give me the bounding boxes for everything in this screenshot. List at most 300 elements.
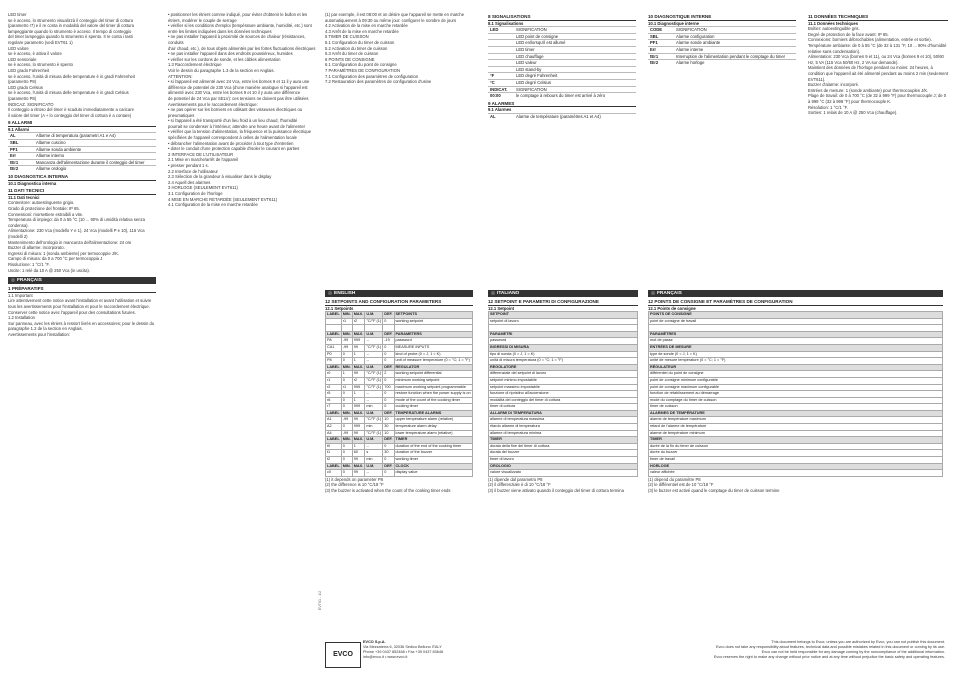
table-row [649,364,943,371]
french-subtitle: 12.1 Points de consigne [648,305,696,311]
table-cell: °C/°F (1) [365,430,383,437]
flag-icon [328,291,332,295]
text-line: 7.2 Restauration des paramètres de configuration d'usine [325,79,432,85]
table-cell: TIMER [649,437,943,444]
note-line: (3) le buzzer est activé quand le comptage du timer de cuisson termine [648,488,780,494]
table-cell: 1 [352,358,365,365]
table-row [326,450,473,457]
table-row [489,338,638,345]
tech-line: Buzzer d'alarme: incorporé. [808,82,860,88]
table-cell: unità di misura temperatura (0 = °C; 1 = °F) [489,358,638,365]
table-row [326,404,473,411]
column-2 [168,12,316,442]
table-cell: timer de cuisson [649,404,943,411]
table-cell: setpoint di lavoro [489,318,638,325]
table-cell: timer de travail [649,457,943,464]
table-row [489,410,638,417]
table-cell: min [365,404,383,411]
tech-line: Mantenimento dell'orologio in mancanza dell'alimentazione: 24 ore [8,239,132,245]
text-line: se è acceso, l'unità di misura delle temperature è in gradi Celsius [8,90,129,96]
table-row [326,318,473,325]
diag-row-code: SBL [650,33,659,39]
diag-row [648,39,796,46]
diag-row-code: PF1 [650,40,658,46]
table-cell: upper temperature alarm (relative) [394,417,473,424]
note-line: (3) il buzzer viene attivato quando il conteggio del timer di cottura termina [488,488,624,494]
alarm-row-code: SBL [10,140,19,146]
table-cell: setpoint massimo impostabile [489,384,638,391]
text-line: • si l'appareil a été transporté d'un lieu froid à un lieu chaud, l'humidité [168,118,298,124]
evco-logo: EVCO [325,642,361,668]
alarm-code: AL [490,113,496,119]
table-cell: MAX. [352,463,365,470]
table-cell: HORLOGE [649,463,943,470]
table-cell: 1 [352,443,365,450]
english-subtitle: 12.1 Setpoints [325,305,354,311]
table-row [326,397,473,404]
table-cell: ALLARMI DI TEMPERATURA [489,410,638,417]
text-line: 4.1 Configuration de la mise en marche retardée [168,202,258,208]
table-cell: 0 [341,377,352,384]
header-cell: U.M. [365,312,383,319]
signal-row-desc: LED chauffage [516,53,544,59]
table-cell: -19 [383,338,394,345]
table-row [649,457,943,464]
diag-row [648,33,796,40]
table-cell: durée de la fin du timer de cuisson [649,443,943,450]
text-line: regolare parametro (vedi EVT61 1) [8,39,73,45]
table-cell: s [365,450,383,457]
table-cell: 60 [352,450,365,457]
tech-line: Maintient des données de l'horloge pendant ou moins: 24 heures, à condition que l'appareil ait été alimenté pendant au moins 2 min (seulement EVT611). [808,65,948,82]
section-dati-tecnici: 11 DATI TECNICI [8,188,156,195]
tech-line: Connexions: borniers débrochables (alimentation, entrée et sortie). [808,37,932,43]
text-line: de potentiel de 24 Vca par SELV): ces tensions ne doivent pas être utilisées [168,95,309,101]
table-row [649,391,943,398]
table-cell: °C/°F (1) [365,371,383,378]
table-cell: -99 [341,338,352,345]
section-allarmi: 9 ALLARMI [8,120,156,127]
french-notes [648,477,943,494]
text-line: • positionner les étriers comme indiqué, pour éviter d'obtenir le bullon et les [168,12,308,17]
table-cell: 0 [341,424,352,431]
table-row [649,318,943,325]
table-row [326,364,473,371]
table-row [489,463,638,470]
table-cell: r1 [341,384,352,391]
alarm-row-desc: Allarme di temperatura (parametri A1 e A4) [36,133,116,139]
signal-row-desc: le comptage à rebours du timer est arrivé à zéro [516,93,606,99]
table-cell: 10 [383,430,394,437]
text-line: INDICAZ. SIGNIFICATO [8,101,54,107]
table-cell: 99 [352,417,365,424]
table-row [326,437,473,444]
table-row [326,391,473,398]
table-cell: 0 [341,358,352,365]
text-line: • vérifier sur les cordons de sonde, et les câbles alimentation [168,56,281,62]
french-header [8,277,156,284]
signal-row-desc: LED degré Fahrenheit [516,73,558,79]
signal-row-desc: LED degré Celsius [516,79,551,85]
text-line: • si l'appareil est alimenté avec 24 Vca, entre les bornes 9 et 11 il y aura une [168,79,310,85]
table-cell: P0 [326,351,342,358]
table-cell: 1 [352,397,365,404]
column-1 [8,12,156,590]
table-row [326,430,473,437]
signal-row-code [488,34,514,40]
note-line: (2) il differenziale è di 10 °C/18 °F [488,482,551,488]
table-cell: differenziale del setpoint di lavoro [489,371,638,378]
table-row [649,443,943,450]
text-line: 6 POINTS DE CONSIGNE [325,56,375,62]
text-line: d'air chaud, etc.), de tous objets alimentés par les fortes fluctuations électriques [168,45,316,51]
table-cell: -- [365,358,383,365]
subsection-allarmi: 9.1 Allarmi [8,126,30,132]
english-title: 12 SETPOINTS AND CONFIGURATION PARAMETERS [325,299,473,306]
table-row [489,417,638,424]
table-row [326,384,473,391]
italian-subtitle: 12.1 Setpoint [488,305,515,311]
table-cell: setpoint minimo impostabile [489,377,638,384]
table-cell: MAX. [352,331,365,338]
table-row [489,391,638,398]
table-cell: point de consigne de travail [649,318,943,325]
table-cell: 0 [341,450,352,457]
tech-line: Résolution: 1 °C/1 °F. [808,104,848,110]
text-line: 1.2 Installation [8,315,36,321]
table-cell: unité de mesure température (0 = °C; 1 = °F) [649,358,943,365]
french-title: 12 POINTS DE CONSIGNE ET PARAMÈTRES DE CONFIGURATION [648,299,943,306]
table-cell: U.M. [365,410,383,417]
tech-line: Boîtier: autoextinguible gris. [808,26,860,32]
table-cell: mot de passe [649,338,943,345]
alarm-row-code: tEr2 [10,166,19,172]
text-line: • ne pas installer l'appareil dans des endroits poussiéreux, humides [168,51,293,57]
signal-row [488,59,636,66]
alarm-row-desc: Allarme interno [36,153,65,159]
text-line: (parametro P8) [8,95,37,101]
text-line: 3.1 Configuration de l'horloge [168,191,223,196]
text-line: 1.3 Raccordement électrique [168,62,222,68]
signal-row-desc: SIGNIFICATION [516,27,547,33]
table-cell: 0 [341,404,352,411]
section-alarmes: 9 ALARMES [488,101,636,108]
table-cell: 0 [383,443,394,450]
text-line: LED grado Fahrenheit [8,67,50,73]
table-cell: -- [365,391,383,398]
alarm-row-desc: Allarme sonda ambiente [36,146,82,152]
diag-row-desc: Alarme interne [676,46,704,52]
table-cell: 10 [383,417,394,424]
table-row [326,377,473,384]
table-row [326,410,473,417]
diagnostic-table [648,26,796,66]
alarm-row-desc: Allarme cuscino [36,140,66,146]
note-line: (1) dipende dal parametro P8 [488,476,543,482]
diag-row-desc: Alarme horloge [676,60,705,66]
table-cell: A1 [326,417,342,424]
company-address [363,645,483,660]
text-line: 2.4 Aquell des alarmes [168,179,211,185]
alarm-table [8,132,156,172]
table-cell: lower temperature alarm (relative) [394,430,473,437]
text-line: entre les limites indiquées dans les données techniques [168,28,272,34]
alarm-row [488,113,636,120]
table-cell: funzione di ripristino all'accensione [489,391,638,398]
diag-row-desc: Alarme sonde ambiante [676,40,721,46]
text-line: Il conteggio a ritroso del timer è scaduto immediatamente a caricare [8,107,134,113]
table-cell: 99 [352,371,365,378]
note-line: (3) the buzzer is activated when the count of the cooking timer ends [325,488,451,494]
table-row [326,463,473,470]
table-cell: DEF. [383,463,394,470]
table-cell: U.M. [365,364,383,371]
table-cell: INGRESSI DI MISURA [489,344,638,351]
table-cell: DEF. [383,410,394,417]
table-cell [326,318,342,325]
table-cell: display value [394,470,473,477]
text-line: se è acceso, lo strumento visualizzà il conteggio del timer di cottura [8,17,133,23]
table-cell: working setpoint differential [394,371,473,378]
table-cell: RÉGULATEUR [649,364,943,371]
signal-table [488,26,636,99]
table-cell: MAX. [352,410,365,417]
signal-row-code [488,40,514,46]
table-cell: °C/°F (1) [365,384,383,391]
table-cell: point de consigne minimum configurable [649,377,943,384]
text-line: 5 TIMER DE CUISSON [325,34,369,40]
column-5 [648,12,796,282]
table-cell: 0 [383,318,394,325]
table-cell: restore function when the power supply is on [394,391,473,398]
signal-row [488,33,636,40]
signal-row-desc: LED en/lorsqu'il est allumé [516,40,566,46]
table-cell: 99 [352,457,365,464]
table-cell: PARAMETRI [489,331,638,338]
tech-line: Connessioni: morsettiere estraibili a vite. [8,211,84,217]
signal-row-code [488,54,514,60]
alarm-row-code: tEr1 [10,159,19,165]
table-cell: 999 [352,338,365,345]
table-cell: 1 [341,371,352,378]
table-cell: U.M. [365,463,383,470]
text-line: LED timer [8,12,27,17]
text-line: Conserver cette notice avec l'appareil pour des consultations futures. [8,309,136,315]
text-line: Sur panneau, avec les étriers à ressort livrés en accessoires; pour le dessin du [8,320,155,326]
table-cell: LABEL [326,437,342,444]
subsection-dati-tecnici: 11.1 Dati tecnici [8,194,40,200]
french-intro [8,293,156,338]
signal-row-code: 00:00 [490,93,501,99]
disclaimer-line: Evco does not take any responsibility about features, technical data and possible mistakes related in this document or coming by its use. [716,645,945,649]
english-table [325,311,473,477]
table-row [489,371,638,378]
table-cell: TIMER [489,437,638,444]
table-row [649,463,943,470]
table-row [489,404,638,411]
table-cell: 999 [352,424,365,431]
signal-row-code [488,67,514,73]
tech-line: Uscite: 1 relè da 10 A @ 250 Vca (in uscita). [8,267,90,273]
table-cell: A4 [326,430,342,437]
tech-line: Temperatura di impiego: da 0 a 55 °C (10 ... 90% di umidità relativa senza condensa). [8,217,145,228]
alarm-row [8,165,156,172]
table-cell: LABEL [326,410,342,417]
table-cell: 0 [383,404,394,411]
text-line: • presser pendant 1 s. [168,163,209,169]
table-row [326,470,473,477]
text-line: 2.3 Sélection de la grandeur à visualiser dans le display [168,174,272,180]
text-line: 7.1 Configuration des paramètres de configuration [325,73,419,79]
table-cell: allarme di temperatura massima [489,417,638,424]
company-name: EVCO S.p.A. [363,640,386,644]
table-cell: r1 [326,377,342,384]
table-cell: LABEL [326,463,342,470]
table-cell: 30 [383,424,394,431]
table-cell: -- [365,338,383,345]
text-line: LED sensoriale [8,56,37,62]
table-cell: -- [365,443,383,450]
company-block [363,640,483,660]
table-cell: A2 [326,424,342,431]
table-cell: 0 [383,377,394,384]
table-cell: 0 [341,470,352,477]
table-cell: mode du comptage du timer de cuisson [649,397,943,404]
table-cell: working setpoint [394,318,473,325]
signal-row [488,86,636,93]
section-preparatifs: 1 PRÉPARATIFS [8,286,156,293]
italian-table [488,311,638,477]
table-cell: timer di lavoro [489,457,638,464]
section-diagnostica: 10 DIAGNOSTICA INTERNA [8,174,156,181]
address-line: Via Mezzaterra 6, 32036 Sedico Belluno ITALY [363,645,442,649]
table-cell: retard de l'alarme de température [649,424,943,431]
table-cell: -- [365,397,383,404]
diag-row [648,26,796,33]
table-cell: point de consigne maximum configurable [649,384,943,391]
alarm-row-code: PF1 [10,146,18,152]
table-cell: MEASURE INPUTS [394,344,473,351]
diag-row-desc: Interruption de l'alimentation pendant le comptage du timer [676,53,786,59]
table-row [649,404,943,411]
tech-line: Plage de travail: de 0 à 700 °C (de 32 à 999 °F) pour thermocouple J; de 0 à 999 °C (32 à 999 °F) pour thermocouple K. [808,93,947,104]
tech-line: Buzzer di allarme: incorporato. [8,245,65,251]
table-row [649,358,943,365]
table-row [649,331,943,338]
text-line: automatiquement à 09:30 ou même jour: configurer le nombre de jours [325,17,457,23]
table-row [649,430,943,437]
table-cell: MIN. [341,364,352,371]
table-row [649,338,943,345]
table-cell: 99 [352,430,365,437]
tech-line: Campo di misura: da 0 a 700 °C per termocoppia J [8,256,103,262]
text-line: 4.2 Activation de la mise en marche retardée [325,23,408,29]
installation-text [168,12,316,208]
text-line: paragraphe 1.2 de la section en Anglais. [8,326,83,332]
table-cell: PA [326,338,342,345]
english-header [325,290,473,297]
table-cell: 0 [383,358,394,365]
table-cell: duration of the buzzer [394,450,473,457]
table-row [649,470,943,477]
table-cell: tipo di sonda (0 = J, 1 = K) [489,351,638,358]
table-cell: 999 [352,384,365,391]
table-cell: -- [365,351,383,358]
table-row [649,450,943,457]
table-cell: OROLOGIO [489,463,638,470]
table-cell: r7 [326,404,342,411]
table-row [489,437,638,444]
alarm-row [8,132,156,139]
table-row [489,377,638,384]
table-row [649,437,943,444]
header-cell: MIN. [341,312,352,319]
table-cell: min [365,457,383,464]
table-cell: 0 [341,443,352,450]
text-line: LED valore [8,45,29,51]
diag-row-code: Err [650,46,657,52]
text-line: • doter le conduit d'une protection capable d'isoler le courant en parties [168,146,300,152]
text-line: 6.1 Configuration du point de consigne [325,62,397,68]
table-cell: CLOCK [394,463,473,470]
text-line: se è acceso, è attiva il valore [8,51,62,57]
text-line: 2 INTERFACE DE L'UTILISATEUR [168,151,234,157]
alarm-row [8,152,156,159]
signal-row [488,39,636,46]
tech-line: Alimentation: 230 Vca (bornes 9 et 11), ou 24 Vca (bornes 9 et 10), 50/60 Hz, 5 VA (115 Vca 50/60 Hz, 2 VA sur demande). [808,54,944,65]
subsection-diagnostica: 10.1 Diagnostica interna [8,180,57,186]
table-cell: durata del buzzer [489,450,638,457]
signal-row [488,46,636,53]
text-line: se è acceso, l'unità di misura delle temperature è in gradi Fahrenheit [8,73,135,79]
table-cell: kind of probe (0 = J, 1 = K) [394,351,473,358]
table-cell: U.M. [365,437,383,444]
table-cell: r1 [341,318,352,325]
subsection-signalisations: 8.1 Signalisations [488,20,524,26]
french-table-label: FRANÇAIS [657,291,682,296]
text-line: • débrancher l'alimentation avant de procéder à tout type d'entretien [168,140,294,146]
table-row [489,430,638,437]
table-row [326,417,473,424]
table-row [326,424,473,431]
address-line: Phone +39 0437 852468 • Fax +39 0437 83648 [363,650,444,654]
text-line: 2.1 Mise en marche/arrêt de l'appareil [168,157,239,163]
text-line: 2.2 Interface de l'utilisateur [168,168,218,174]
table-cell: U.M. [365,331,383,338]
signal-row [488,26,636,33]
table-cell: 99 [352,344,365,351]
note-line: (1) it depends on parameter P8 [325,476,383,482]
table-row [326,344,473,351]
table-row [489,443,638,450]
table-cell: °C/°F (1) [365,344,383,351]
french-table [648,311,943,477]
text-line: il valore del timer (A + lo conteggio del timer di cottura è a contare) [8,112,132,118]
signal-row-desc: LED point de consigne [516,33,559,39]
tech-line: Température ambiante: de 0 à 55 °C (de 32 à 131 °F, 10 ... 90% d'humidité relative sans condensation). [808,42,947,54]
alarm-row [8,139,156,146]
timer-text [325,12,473,85]
table-cell: r2 [326,384,342,391]
header-cell: DEF. [383,312,394,319]
diag-row [648,53,796,60]
italian-notes [488,477,638,494]
table-cell: MIN. [341,410,352,417]
alarm-row-code: Err [10,153,17,159]
text-line: • vérifier si les conditions d'emploi (température ambiante, humidité, etc.) sont [168,23,312,29]
table-row [649,424,943,431]
text-line: Avertissements pour le raccordement électrique: [168,101,258,107]
